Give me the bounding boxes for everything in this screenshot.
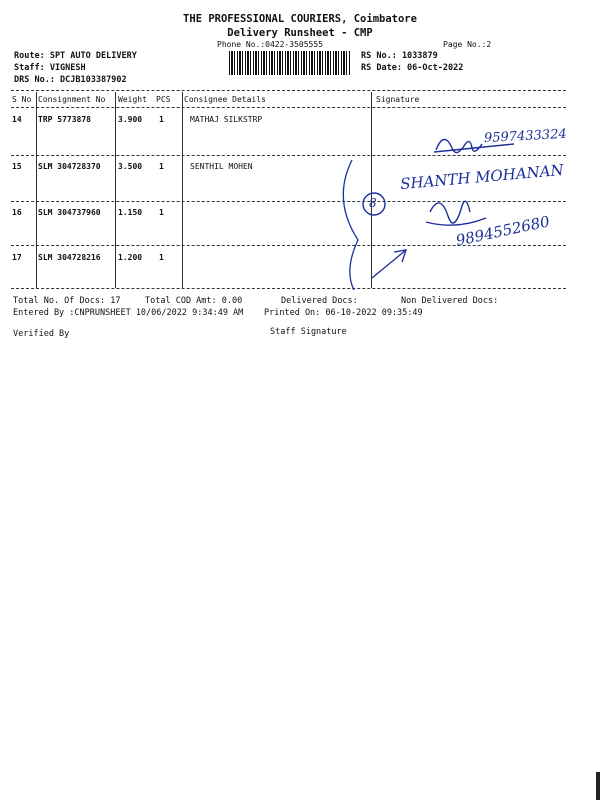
staff-name: Staff: VIGNESH — [14, 63, 86, 73]
rs-number: RS No.: 1033879 — [361, 51, 438, 61]
non-delivered-docs: Non Delivered Docs: — [401, 296, 499, 306]
row-consignment: TRP 5773878 — [38, 115, 91, 124]
row-pcs: 1 — [159, 253, 164, 262]
row-sno: 14 — [12, 115, 22, 124]
header-sno: S No — [12, 95, 32, 104]
staff-signature: Staff Signature — [270, 327, 347, 337]
row-weight: 3.900 — [118, 115, 143, 124]
row-sno: 15 — [12, 162, 22, 171]
rs-date: RS Date: 06-Oct-2022 — [361, 63, 464, 73]
header-consignee: Consignee Details — [184, 95, 266, 104]
barcode — [229, 51, 350, 75]
page-number: Page No.:2 — [443, 40, 492, 49]
handwritten-phone-1: 9597433324 — [483, 126, 568, 147]
header-signature: Signature — [376, 95, 420, 104]
row-weight: 1.150 — [118, 208, 143, 217]
header-pcs: PCS — [156, 95, 171, 104]
handwritten-circled-number: 8 — [369, 196, 377, 210]
total-cod: Total COD Amt: 0.00 — [145, 296, 243, 306]
row-pcs: 1 — [159, 208, 164, 217]
row-consignment: SLM 304737960 — [38, 208, 101, 217]
handwritten-name: SHANTH MOHANAN — [399, 160, 565, 194]
row-consignee: SENTHIL MOHEN — [190, 162, 253, 171]
total-docs: Total No. Of Docs: 17 — [13, 296, 121, 306]
scan-edge-mark — [596, 772, 600, 800]
row-weight: 3.500 — [118, 162, 143, 171]
document-title: Delivery Runsheet - CMP — [227, 27, 373, 39]
printed-on: Printed On: 06-10-2022 09:35:49 — [264, 308, 423, 318]
handwritten-phone-2: 9894552680 — [454, 212, 552, 250]
entered-by: Entered By :CNPRUNSHEET 10/06/2022 9:34:49 AM — [13, 308, 244, 318]
column-divider — [182, 92, 183, 288]
delivered-docs: Delivered Docs: — [281, 296, 358, 306]
header-weight: Weight — [118, 95, 147, 104]
phone-number: Phone No.:0422-3505555 — [217, 40, 323, 49]
route: Route: SPT AUTO DELIVERY — [14, 51, 137, 61]
header-consignment: Consignment No — [38, 95, 106, 104]
drs-number: DRS No.: DCJB103387902 — [14, 75, 127, 85]
company-name: THE PROFESSIONAL COURIERS, Coimbatore — [183, 13, 417, 25]
column-divider — [36, 92, 37, 288]
row-consignment: SLM 304728370 — [38, 162, 101, 171]
row-weight: 1.200 — [118, 253, 143, 262]
row-pcs: 1 — [159, 162, 164, 171]
table-top-rule — [11, 90, 566, 91]
row-consignee: MATHAJ SILKSTRP — [190, 115, 263, 124]
header-rule — [11, 107, 566, 108]
verified-by: Verified By — [13, 329, 70, 339]
column-divider — [115, 92, 116, 288]
row-consignment: SLM 304728216 — [38, 253, 101, 262]
row-sno: 16 — [12, 208, 22, 217]
row-pcs: 1 — [159, 115, 164, 124]
row-sno: 17 — [12, 253, 22, 262]
